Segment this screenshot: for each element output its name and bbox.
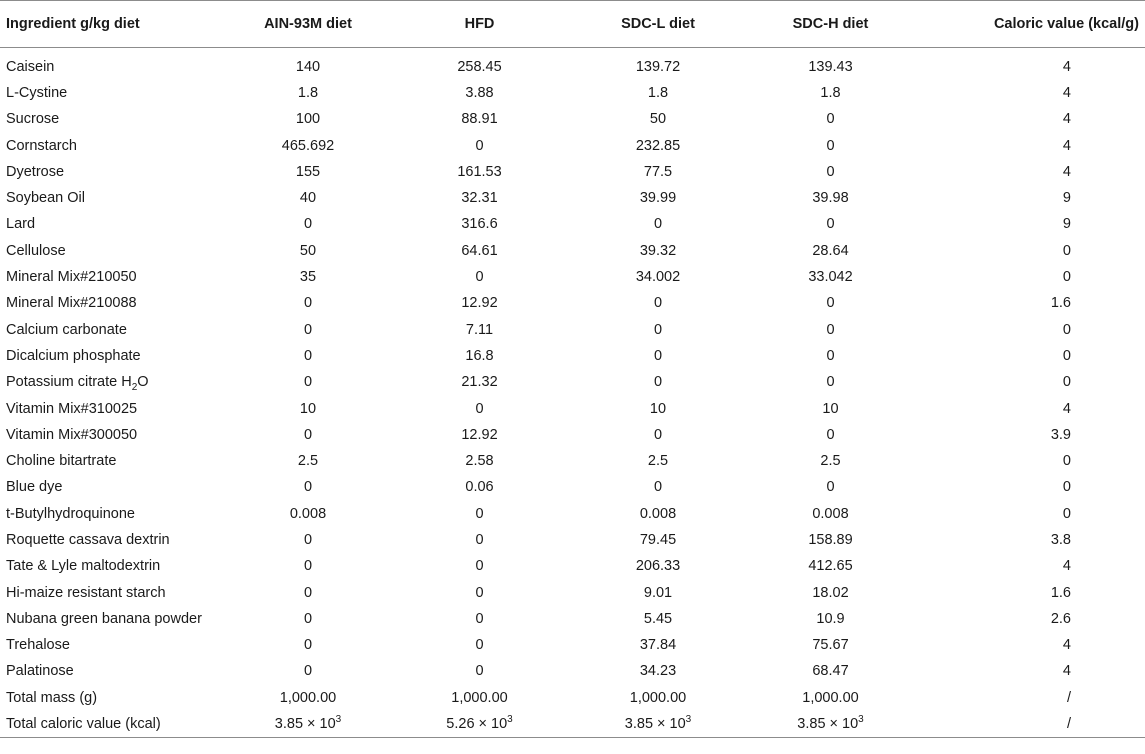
hfd-value: 1,000.00 xyxy=(451,689,508,706)
ain93m-value: 0.008 xyxy=(289,505,327,522)
sdc-l-value: 34.002 xyxy=(635,269,681,286)
caloric-value: 0 xyxy=(1062,374,1071,391)
sdc-l-value: 0 xyxy=(653,295,663,312)
sdc-h-value: 0 xyxy=(826,374,835,391)
sdc-h-value: 1,000.00 xyxy=(802,689,859,706)
caloric-value: 4 xyxy=(1062,163,1071,180)
ingredient-name: Sucrose xyxy=(6,111,60,128)
hfd-value: 7.11 xyxy=(465,321,494,338)
sdc-h-value: 2.5 xyxy=(820,453,841,470)
ingredient-name: t-Butylhydroquinone xyxy=(6,505,135,522)
ain93m-value: 35 xyxy=(299,269,317,286)
sdc-h-value: 28.64 xyxy=(812,242,849,259)
ain93m-value: 0 xyxy=(303,347,313,364)
sdc-l-value: 139.72 xyxy=(635,58,681,75)
ain93m-value: 0 xyxy=(303,479,313,496)
sdc-h-value: 39.98 xyxy=(812,190,849,207)
column-header-hfd: HFD xyxy=(386,1,573,48)
ingredient-name: L-Cystine xyxy=(6,84,68,101)
ingredient-name: Dyetrose xyxy=(6,163,65,180)
column-header-ingredient: Ingredient g/kg diet xyxy=(0,1,230,48)
ingredient-name: Lard xyxy=(6,216,36,233)
caloric-value: 9 xyxy=(1062,216,1071,233)
sdc-l-value: 0 xyxy=(653,374,663,391)
caloric-value: 3.9 xyxy=(1050,426,1071,443)
hfd-value: 88.91 xyxy=(461,111,498,128)
table-body xyxy=(0,48,1145,738)
table-row xyxy=(0,159,1145,185)
table-row xyxy=(0,658,1145,684)
ingredient-name: Total caloric value (kcal) xyxy=(0,711,230,737)
ingredient-name xyxy=(0,369,230,395)
sdc-l-value: 5.45 xyxy=(643,610,673,627)
column-header-sdc-l: SDC-L diet xyxy=(573,1,743,48)
hfd-value: 0 xyxy=(475,269,484,286)
ingredient-name-tail: O xyxy=(137,374,149,391)
caloric-exponent: 3 xyxy=(507,713,513,725)
table-row xyxy=(0,132,1145,158)
sdc-h-value: 158.89 xyxy=(808,531,853,548)
sdc-h-value: 0 xyxy=(826,137,835,154)
sdc-l-value: 0.008 xyxy=(639,505,677,522)
table-row xyxy=(0,685,1145,711)
caloric-value: 4 xyxy=(1062,663,1071,680)
sdc-h-value: 68.47 xyxy=(812,663,849,680)
table-row xyxy=(0,422,1145,448)
ingredient-name: Trehalose xyxy=(6,637,70,654)
sdc-l-value: 0 xyxy=(653,426,663,443)
caloric-value: 4 xyxy=(1062,58,1071,75)
caloric-value: 0 xyxy=(1062,269,1071,286)
sdc-l-value: 1.8 xyxy=(647,84,669,101)
table-row xyxy=(0,106,1145,132)
table-row xyxy=(0,369,1145,395)
ingredient-name-main: Potassium citrate H xyxy=(6,374,132,391)
caloric-value: 0 xyxy=(1062,347,1071,364)
hfd-value: 12.92 xyxy=(461,426,498,443)
hfd-value: 316.6 xyxy=(461,216,498,233)
caloric-base: 3.85 × 10 xyxy=(274,715,336,732)
table-row xyxy=(0,527,1145,553)
caloric-exponent: 3 xyxy=(685,713,692,725)
sdc-h-value: 0 xyxy=(826,111,835,128)
ain93m-value: 0 xyxy=(303,426,313,443)
sdc-h-value: 139.43 xyxy=(808,58,853,75)
hfd-value: 0 xyxy=(475,137,484,154)
hfd-value: 161.53 xyxy=(457,163,502,180)
sdc-l-value: 2.5 xyxy=(647,453,669,470)
ain93m-value: 0 xyxy=(303,216,313,233)
table-row xyxy=(0,238,1145,264)
caloric-value: 2.6 xyxy=(1050,610,1071,627)
ain93m-value: 0 xyxy=(303,584,313,601)
ain93m-value: 465.692 xyxy=(281,137,335,154)
sdc-h-value: 10 xyxy=(822,400,839,417)
caloric-value: 4 xyxy=(1062,558,1071,575)
sdc-h-value: 33.042 xyxy=(808,269,853,286)
ingredient-name: Tate & Lyle maltodextrin xyxy=(6,558,161,575)
ingredient-name: Roquette cassava dextrin xyxy=(6,531,170,548)
caloric-value: 3.8 xyxy=(1050,531,1071,548)
column-header-sdc-h: SDC-H diet xyxy=(743,1,918,48)
caloric-value: 4 xyxy=(1062,400,1071,417)
hfd-value: 0 xyxy=(475,584,484,601)
sdc-h-value: 10.9 xyxy=(816,610,845,627)
ingredient-name: Vitamin Mix#310025 xyxy=(6,400,138,417)
table-header xyxy=(0,1,1145,48)
table-row xyxy=(0,632,1145,658)
table-row xyxy=(0,553,1145,579)
sdc-l-value: 39.99 xyxy=(639,190,677,207)
sdc-h-value: 0 xyxy=(826,216,835,233)
ingredient-name: Blue dye xyxy=(6,479,63,496)
table-row xyxy=(0,474,1145,500)
ain93m-value: 0 xyxy=(303,295,313,312)
column-header-caloric-value: Caloric value (kcal/g) xyxy=(918,1,1145,48)
caloric-value: 1.6 xyxy=(1050,295,1071,312)
caloric-value: / xyxy=(1066,689,1071,706)
sdc-l-value: 79.45 xyxy=(639,531,677,548)
caloric-value: 0 xyxy=(1062,242,1071,259)
sdc-h-value: 412.65 xyxy=(808,558,853,575)
ingredient-name: Choline bitartrate xyxy=(6,453,117,470)
sdc-l-value: 37.84 xyxy=(639,637,677,654)
ain93m-value: 1,000.00 xyxy=(279,689,337,706)
ingredient-name-subscript: 2 xyxy=(131,382,138,394)
sdc-h-value xyxy=(743,711,918,737)
table-row-total-caloric xyxy=(0,711,1145,737)
sdc-l-value: 9.01 xyxy=(643,584,673,601)
ain93m-value: 0 xyxy=(303,374,313,391)
caloric-value: 9 xyxy=(1062,190,1071,207)
table-row xyxy=(0,606,1145,632)
hfd-value: 0 xyxy=(475,531,484,548)
sdc-l-value: 50 xyxy=(649,111,667,128)
sdc-h-value: 0 xyxy=(826,426,835,443)
ingredient-name: Mineral Mix#210088 xyxy=(6,295,137,312)
table-row xyxy=(0,579,1145,605)
ingredient-name: Total mass (g) xyxy=(6,689,98,706)
table-row xyxy=(0,185,1145,211)
hfd-value: 12.92 xyxy=(461,295,498,312)
sdc-h-value: 0 xyxy=(826,321,835,338)
ain93m-value: 40 xyxy=(299,190,317,207)
ain93m-value: 2.5 xyxy=(297,453,319,470)
hfd-value: 258.45 xyxy=(457,58,502,75)
caloric-base: 3.85 × 10 xyxy=(624,715,686,732)
caloric-value: 4 xyxy=(1062,637,1071,654)
sdc-l-value: 34.23 xyxy=(639,663,677,680)
ain93m-value: 0 xyxy=(303,610,313,627)
sdc-l-value: 39.32 xyxy=(639,242,677,259)
caloric-value: 4 xyxy=(1062,84,1071,101)
table-row xyxy=(0,448,1145,474)
table-row xyxy=(0,316,1145,342)
ain93m-value xyxy=(230,711,386,737)
caloric-value: 0 xyxy=(1062,453,1071,470)
ain93m-value: 10 xyxy=(299,400,317,417)
caloric-value: 1.6 xyxy=(1050,584,1071,601)
ain93m-value: 0 xyxy=(303,558,313,575)
ain93m-value: 0 xyxy=(303,321,313,338)
header-row xyxy=(0,1,1145,48)
table-row xyxy=(0,290,1145,316)
sdc-l-value: 0 xyxy=(653,216,663,233)
ain93m-value: 0 xyxy=(303,663,313,680)
sdc-h-value: 1.8 xyxy=(820,84,841,101)
hfd-value: 0 xyxy=(475,637,484,654)
hfd-value: 21.32 xyxy=(461,374,498,391)
sdc-l-value: 1,000.00 xyxy=(629,689,687,706)
hfd-value: 0 xyxy=(475,610,484,627)
hfd-value: 2.58 xyxy=(465,453,494,470)
sdc-h-value: 75.67 xyxy=(812,637,849,654)
sdc-h-value: 0 xyxy=(826,479,835,496)
ingredient-name: Cornstarch xyxy=(6,137,77,154)
hfd-value: 16.8 xyxy=(465,347,494,364)
hfd-value: 64.61 xyxy=(461,242,498,259)
ain93m-value: 0 xyxy=(303,637,313,654)
sdc-l-value: 232.85 xyxy=(635,137,681,154)
column-header-ain93m: AIN-93M diet xyxy=(230,1,386,48)
caloric-value: / xyxy=(918,711,1145,737)
hfd-value: 0 xyxy=(475,558,484,575)
ingredient-name: Dicalcium phosphate xyxy=(6,347,141,364)
sdc-l-value: 77.5 xyxy=(643,163,673,180)
ingredient-name: Nubana green banana powder xyxy=(6,610,202,627)
table-row xyxy=(0,264,1145,290)
ingredient-name: Hi-maize resistant starch xyxy=(6,584,166,601)
caloric-value: 0 xyxy=(1062,321,1071,338)
sdc-h-value: 0 xyxy=(826,347,835,364)
ain93m-value: 0 xyxy=(303,531,313,548)
sdc-l-value: 206.33 xyxy=(635,558,681,575)
hfd-value: 3.88 xyxy=(465,84,494,101)
ain93m-value: 50 xyxy=(299,242,317,259)
ingredient-name: Soybean Oil xyxy=(6,190,85,207)
sdc-h-value: 0.008 xyxy=(812,505,849,522)
table-row xyxy=(0,54,1145,80)
table-row xyxy=(0,395,1145,421)
table-row xyxy=(0,211,1145,237)
sdc-l-value: 0 xyxy=(653,347,663,364)
sdc-h-value: 18.02 xyxy=(812,584,849,601)
hfd-value: 0.06 xyxy=(465,479,494,496)
ain93m-value: 100 xyxy=(295,111,321,128)
sdc-h-value: 0 xyxy=(826,295,835,312)
caloric-exponent: 3 xyxy=(858,713,864,725)
hfd-value: 0 xyxy=(475,400,484,417)
hfd-value: 0 xyxy=(475,663,484,680)
sdc-h-value: 0 xyxy=(826,163,835,180)
sdc-l-value xyxy=(573,711,743,737)
ingredient-name: Mineral Mix#210050 xyxy=(6,269,137,286)
ain93m-value: 140 xyxy=(295,58,321,75)
caloric-base: 5.26 × 10 xyxy=(446,715,508,732)
hfd-value: 32.31 xyxy=(461,190,498,207)
caloric-value: 0 xyxy=(1062,479,1071,496)
caloric-value: 4 xyxy=(1062,137,1071,154)
sdc-l-value: 10 xyxy=(649,400,667,417)
sdc-l-value: 0 xyxy=(653,321,663,338)
caloric-base: 3.85 × 10 xyxy=(797,715,859,732)
sdc-l-value: 0 xyxy=(653,479,663,496)
table-row xyxy=(0,80,1145,106)
caloric-value: 4 xyxy=(1062,111,1071,128)
ingredient-name: Vitamin Mix#300050 xyxy=(6,426,138,443)
table-row xyxy=(0,343,1145,369)
ingredient-name: Palatinose xyxy=(6,663,74,680)
hfd-value: 0 xyxy=(475,505,484,522)
ain93m-value: 155 xyxy=(295,163,321,180)
caloric-exponent: 3 xyxy=(335,713,342,725)
ingredient-name: Cellulose xyxy=(6,242,66,259)
hfd-value xyxy=(386,711,573,737)
ain93m-value: 1.8 xyxy=(297,84,319,101)
caloric-value: 0 xyxy=(1062,505,1071,522)
table-row xyxy=(0,501,1145,527)
ingredient-name: Calcium carbonate xyxy=(6,321,127,338)
ingredient-name: Caisein xyxy=(6,58,55,75)
